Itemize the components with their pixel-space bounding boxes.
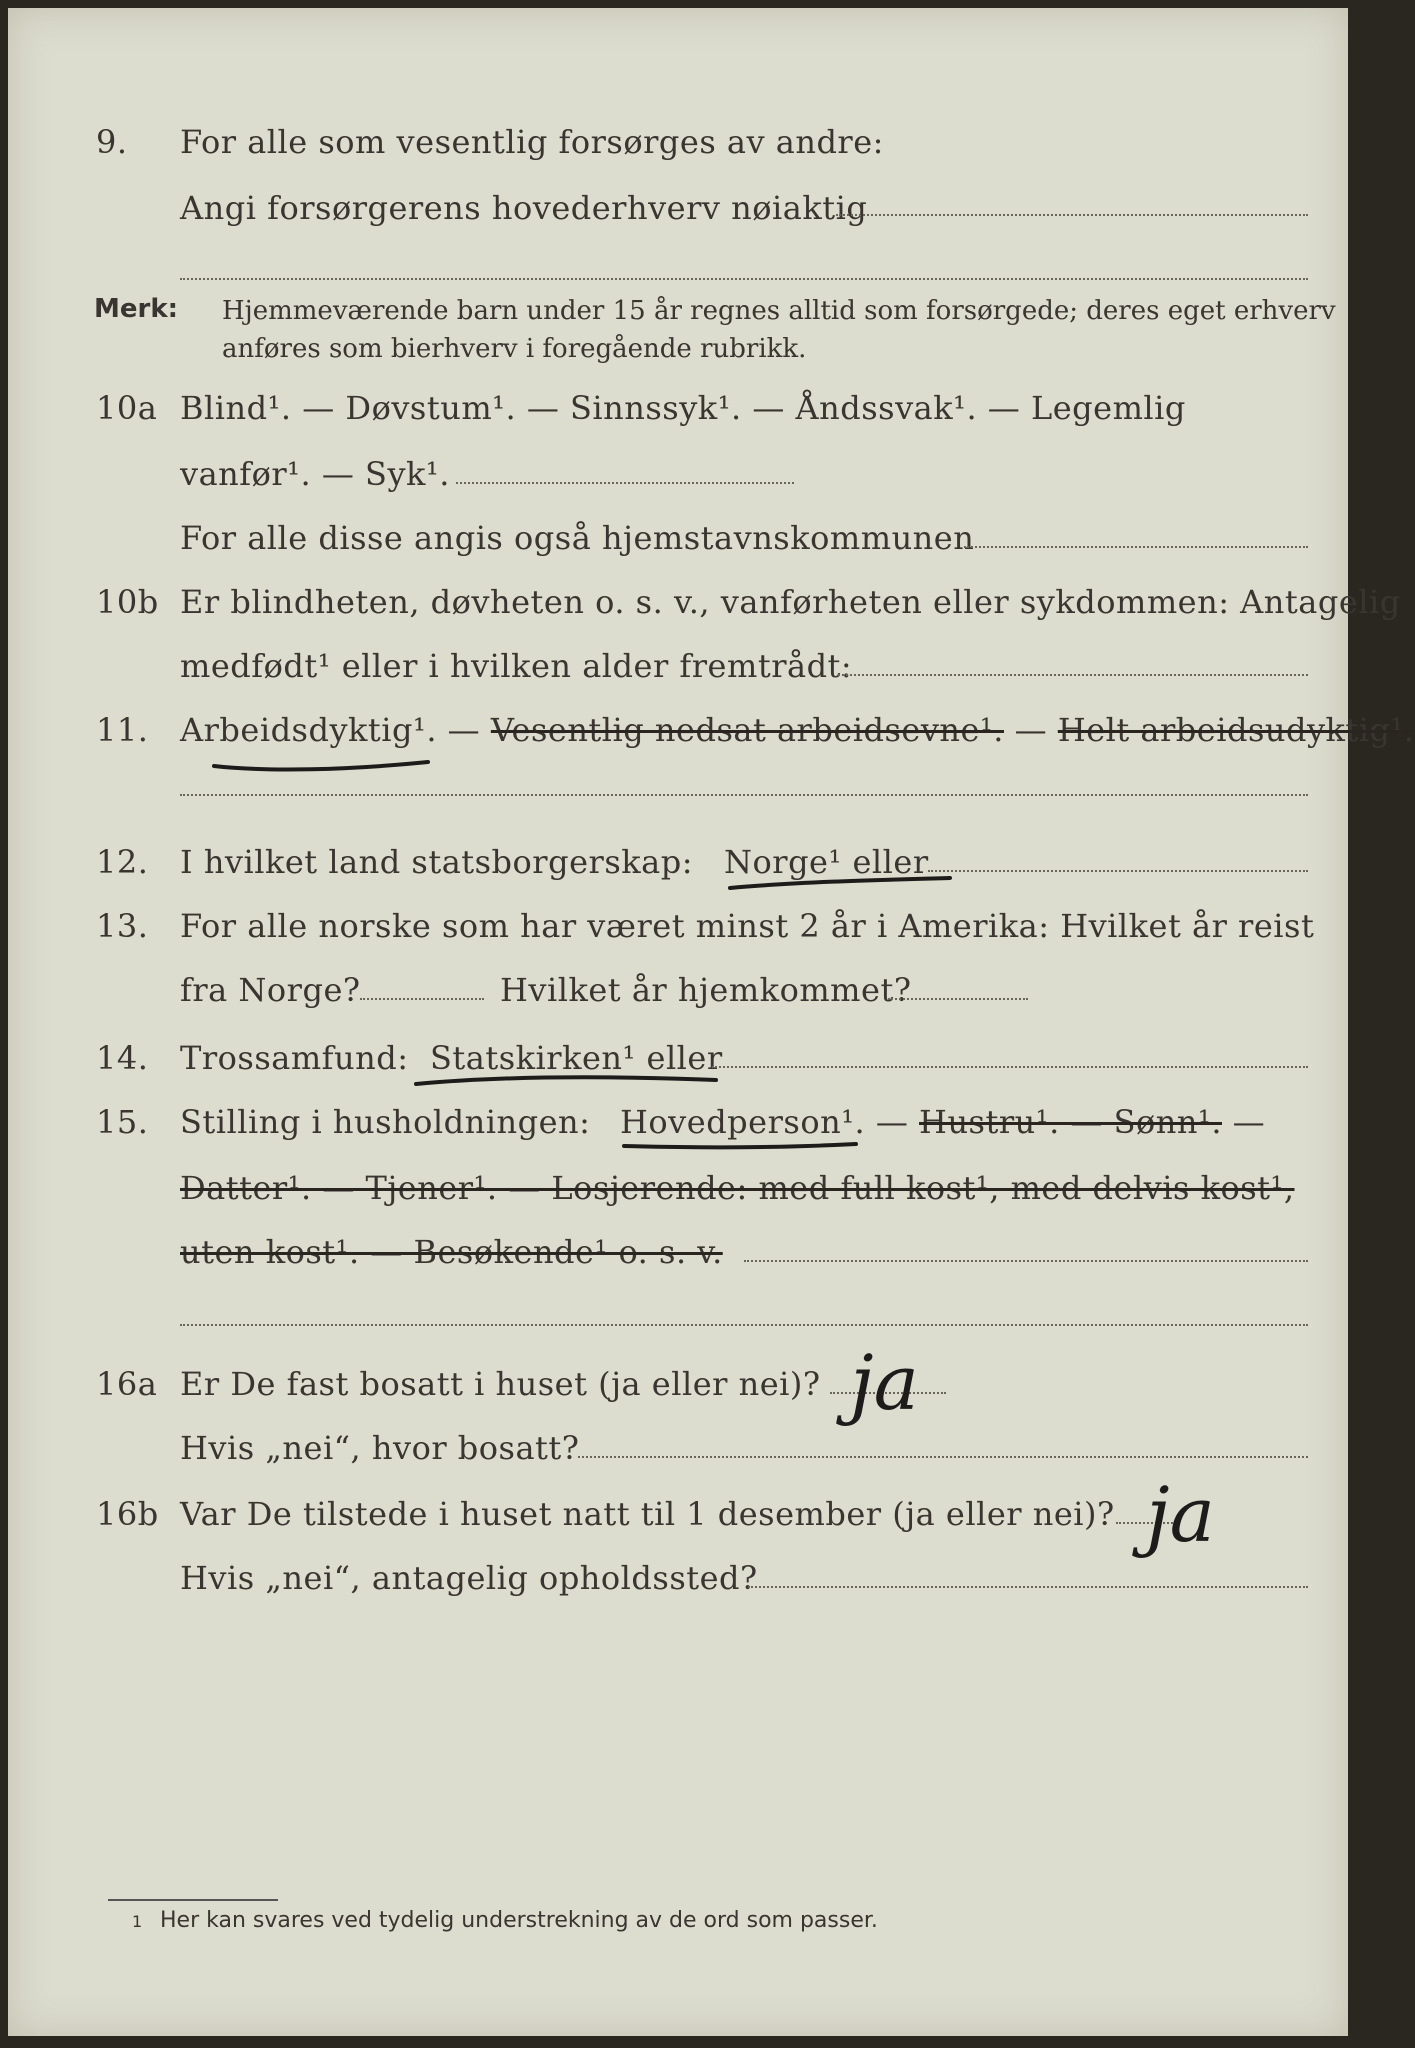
q13-hjemkommet-prompt: Hvilket år hjemkommet? [500,971,912,1009]
merk-line2: anføres som bierhverv i foregående rubrikk. [222,334,807,364]
q13-reist-prompt: fra Norge? [180,971,361,1009]
q16b-opholdssted-line[interactable] [748,1586,1308,1588]
q11-underline-mark [208,754,438,778]
merk-label: Merk: [94,294,179,324]
q9-answer-line-2[interactable] [180,278,1308,280]
q10a-number: 10a [96,389,158,427]
q9-text: For alle som vesentlig forsørges av andre: [180,123,884,161]
q9-prompt: Angi forsørgerens hovederhverv nøiaktig [180,189,868,227]
q15-options-3[interactable]: uten kost¹. — Besøkende¹ o. s. v. [180,1233,723,1271]
q15-options-2[interactable]: Datter¹. — Tjener¹. — Losjerende: med full kost¹, med delvis kost¹, [180,1169,1295,1207]
merk-line1: Hjemmeværende barn under 15 år regnes alltid som forsørgede; deres eget erhverv [222,296,1336,326]
q10a-text-2: vanfør¹. — Syk¹. [180,455,450,493]
q12-answer-line[interactable] [928,870,1308,872]
census-form-page [8,8,1415,2036]
q13-text: For alle norske som har været minst 2 år i Amerika: Hvilket år reist [180,907,1315,945]
q14-underline-mark [412,1068,722,1092]
q10a-text: Blind¹. — Døvstum¹. — Sinnssyk¹. — Åndssvak¹. — Legemlig [180,389,1186,427]
q10b-text-2: medfødt¹ eller i hvilken alder fremtrådt: [180,647,853,685]
q10a-answer-line[interactable] [456,482,794,484]
q11-option-udyktig[interactable]: Helt arbeidsudyktig¹. [1057,711,1415,749]
q11-options [180,708,1415,752]
q15-option-hovedperson[interactable]: Hovedperson¹. [620,1103,866,1141]
q15-option-hustru-sonn[interactable]: Hustru¹. — Sønn¹. [919,1103,1222,1141]
q10b-text: Er blindheten, døvheten o. s. v., vanførheten eller sykdommen: Antagelig [180,583,1401,621]
q12-number: 12. [96,843,149,881]
q15-number: 15. [96,1103,149,1141]
q16a-text: Er De fast bosatt i huset (ja eller nei)? [180,1365,821,1403]
q13-reist-line[interactable] [360,998,484,1000]
q10a-text-3: For alle disse angis også hjemstavnskommunen [180,519,975,557]
q14-text: Trossamfund: [180,1039,409,1077]
q14-number: 14. [96,1039,149,1077]
q16a-number: 16a [96,1365,158,1403]
q11-option-nedsat[interactable]: Vesentlig nedsat arbeidsevne¹. [490,711,1004,749]
q15-answer-line[interactable] [744,1260,1308,1262]
q9-number: 9. [96,123,128,161]
q15-answer-line-2[interactable] [180,1324,1308,1326]
q15-text: Stilling i husholdningen: [180,1103,591,1141]
footnote-rule [108,1899,278,1901]
footnote-text: Her kan svares ved tydelig understrekning av de ord som passer. [160,1908,878,1933]
q16a-text-2: Hvis „nei“, hvor bosatt? [180,1429,580,1467]
q11-separator-2: — [1003,711,1058,749]
q10b-number: 10b [96,583,159,621]
q11-separator: — [437,711,491,749]
q9-answer-line[interactable] [836,214,1308,216]
q16a-handwritten-answer: ja [850,1338,919,1427]
footnote-marker: 1 [132,1912,143,1931]
q14-answer-statskirken[interactable]: Statskirken¹ eller [430,1039,723,1077]
q13-number: 13. [96,907,149,945]
q15-separator-2: — [1221,1103,1266,1141]
q16b-number: 16b [96,1495,159,1533]
q12-underline-mark [726,874,956,898]
q10a-hjemstavn-line[interactable] [964,546,1308,548]
q12-text: I hvilket land statsborgerskap: [180,843,693,881]
q16a-bosatt-line[interactable] [578,1456,1308,1458]
q11-option-arbeidsdyktig[interactable]: Arbeidsdyktig¹. [180,711,437,749]
q12-answer-norge[interactable]: Norge¹ eller [724,843,929,881]
q11-answer-line[interactable] [180,794,1308,796]
q16b-text-2: Hvis „nei“, antagelig opholdssted? [180,1559,758,1597]
q14-answer-line[interactable] [712,1066,1308,1068]
q11-number: 11. [96,711,149,749]
q15-separator: — [865,1103,920,1141]
q13-hjemkommet-line[interactable] [888,998,1028,1000]
q16b-handwritten-answer: ja [1146,1470,1215,1559]
q16b-text: Var De tilstede i huset natt til 1 desember (ja eller nei)? [180,1495,1115,1533]
q10b-answer-line[interactable] [838,674,1308,676]
q15-underline-mark [620,1136,860,1156]
